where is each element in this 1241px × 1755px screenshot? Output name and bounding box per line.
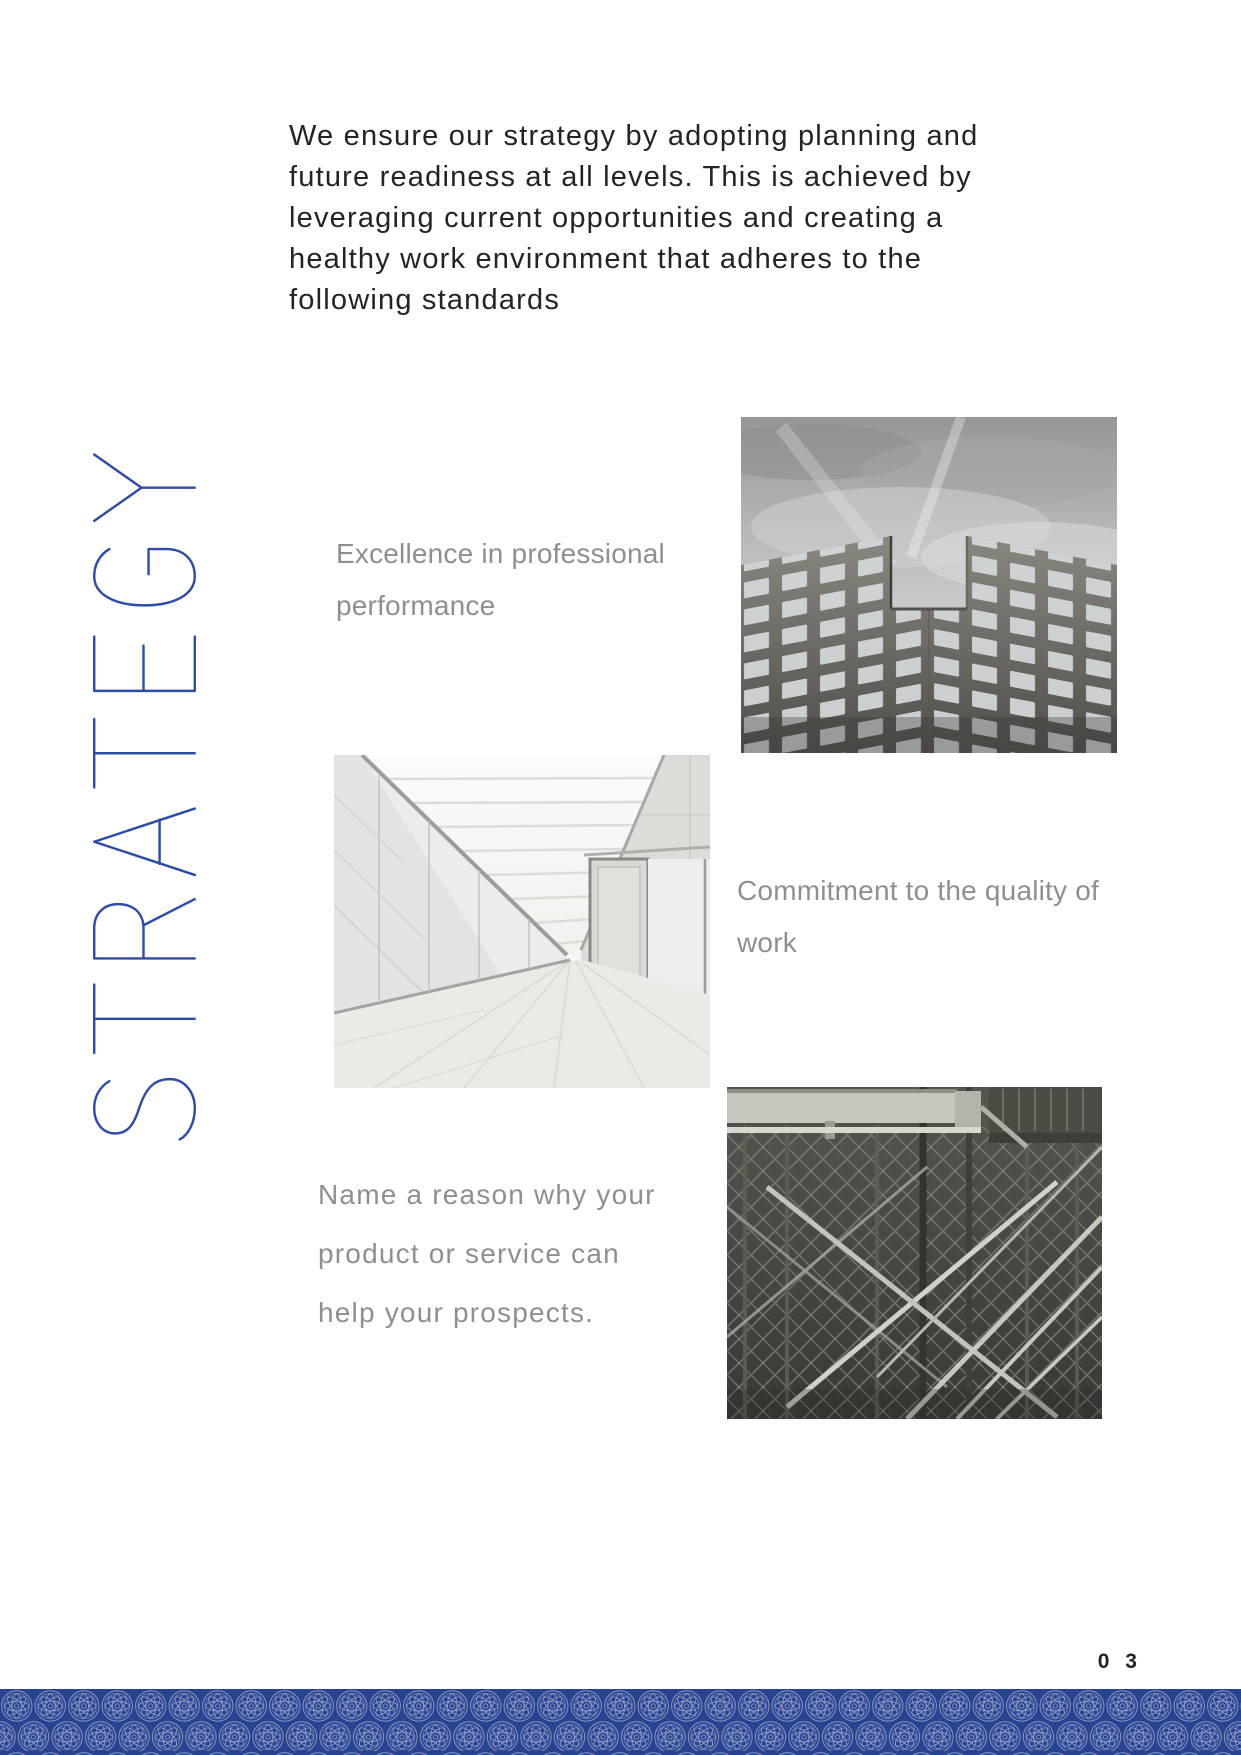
caption-line: work [737, 927, 797, 958]
intro-paragraph [289, 116, 1099, 321]
caption-line: Name a reason why your [318, 1179, 656, 1210]
corridor-art [334, 755, 710, 1088]
caption-reason [318, 1165, 656, 1342]
intro-line: future readiness at all levels. This is achieved by [289, 161, 972, 193]
photo-skyscrapers [741, 417, 1117, 753]
vertical-strategy-title [91, 453, 198, 1143]
caption-line: performance [336, 590, 496, 621]
intro-line: healthy work environment that adheres to the [289, 243, 923, 275]
scaffolding-art [727, 1087, 1102, 1419]
caption-line: help your prospects. [318, 1297, 595, 1328]
intro-line: We ensure our strategy by adopting planning and [289, 120, 979, 152]
photo-corridor [334, 755, 710, 1088]
caption-line: Commitment to the quality of [737, 875, 1099, 906]
photo-scaffolding [727, 1087, 1102, 1419]
strategy-outline-letters [91, 453, 198, 1143]
skyscrapers-art [741, 417, 1117, 753]
footer-pattern-band [0, 1689, 1241, 1755]
caption-line: Excellence in professional [336, 538, 665, 569]
caption-excellence [336, 528, 665, 632]
intro-line: following standards [289, 284, 561, 316]
footer-rosette-pattern [0, 1689, 1241, 1755]
page-number: 0 3 [1097, 1650, 1142, 1673]
caption-commitment [737, 865, 1099, 969]
intro-line: leveraging current opportunities and creating a [289, 202, 944, 234]
caption-line: product or service can [318, 1238, 620, 1269]
